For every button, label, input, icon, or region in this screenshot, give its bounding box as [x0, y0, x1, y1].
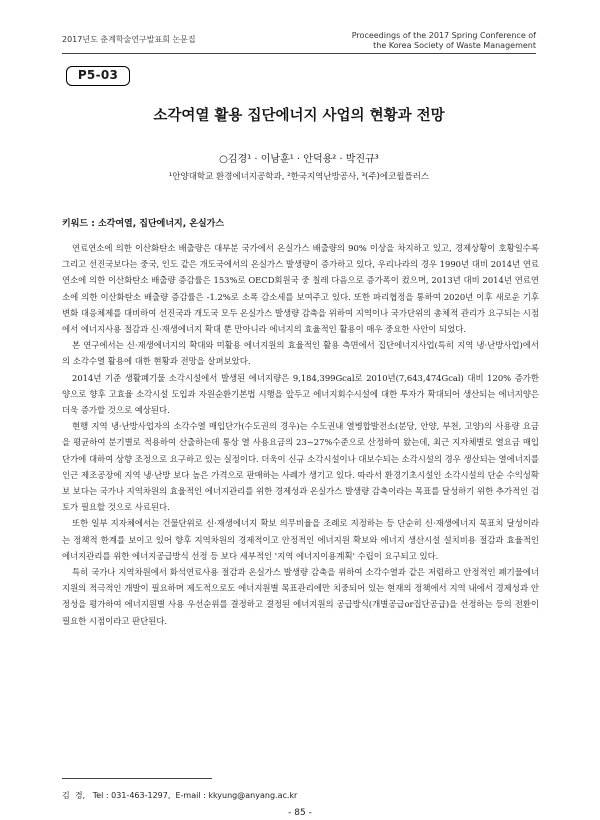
keywords: 키워드 : 소각여열, 집단에너지, 온실가스 [62, 219, 225, 229]
affiliations: ¹안양대학교 환경에너지공학과, ²한국지역난방공사, ³(주)에코윌플러스 [168, 172, 430, 182]
paragraph: 본 연구에서는 신·재생에너지의 확대와 미활용 에너지원의 효율적인 활용 측면에서 집단에너지사업(특히 지역 냉·난방사업)에서의 소각수열 활용에 대한 현황과 전망을 살펴보았다. [62, 340, 539, 367]
running-header-right-line1: Proceedings of the 2017 Spring Conference of [351, 31, 536, 40]
running-header-left: 2017년도 춘계학술연구발표회 논문집 [62, 35, 196, 44]
paragraph: 현행 지역 냉·난방사업자의 소각수열 매입단가(수도권의 경우)는 수도권내 열병합발전소(분당, 안양, 부천, 고양)의 사용량 요금을 평균하여 분기별로 적용하여 산출하는데 통상 열 사용요금의 23~27%수준으로 산정하여 왔는데, 최근 지자체별로 열요금 매입단가에 대하여 상향 조정으로 요구하고 있는 실정이다. 더욱이 신규 소각시설이나 대보수되는 소각시설의 경우 생산되는 열에너지를 인근 제조공장에 지역 냉·난방 보다 높은 가격으로 판매하는 사례가 생기고 있다. 따라서 환경기초시설인 소각시설의 단순 수익성확보 보다는 국가나 지역차원의 효율적인 에너지관리를 위한 경제성과 온실가스 발생량 감축이라는 목표를 달성하기 위한 추가적인 검토가 필요할 것으로 사료된다. [62, 421, 539, 513]
paragraph: 특히 국가나 지역차원에서 화석연료사용 절감과 온실가스 발생량 감축을 위하여 소각수열과 같은 저렴하고 안정적인 폐기물에너지원의 적극적인 개발이 필요하며 제도적으로도 에너지원별 목표관리에만 치중되어 있는 현재의 정책에서 지역 내에서 경제성과 안정성을 평가하여 에너지원별 사용 우선순위를 결정하고 결정된 에너지원의 공급방식(개별공급or집단공급)을 선정하는 등의 전환이 필요한 시점이라고 판단된다. [62, 567, 539, 626]
paper-code-badge: P5-03 [66, 66, 130, 86]
paragraph: 2014년 기준 생활폐기물 소각시설에서 발생된 에너지량은 9,184,399Gcal로 2010년(7,643,474Gcal) 대비 120% 증가한 양으로 향후 고효율 소각시설 도입과 자원순환기본법 시행을 앞두고 에너지회수시설에 대한 투자가 확대되어 생산되는 에너지양은 더욱 증가할 것으로 예상된다. [62, 372, 539, 416]
paper-title: 소각여열 활용 집단에너지 사업의 현황과 전망 [153, 108, 445, 124]
running-header-right [352, 31, 536, 51]
footnote-divider [62, 778, 212, 779]
author-list: ○김경¹ · 이남훈¹ · 안덕용² · 박진규³ [219, 154, 379, 165]
header-divider [62, 53, 536, 54]
running-header-right-line2: the Korea Society of Waste Management [373, 41, 536, 50]
abstract-body [62, 240, 539, 629]
paragraph: 연료연소에 의한 이산화탄소 배출량은 대부분 국가에서 온실가스 배출량의 90% 이상을 차지하고 있고, 경제상황이 호황일수록 그리고 선진국보다는 중국, 인도 같은 개도국에서의 온실가스 발생량이 증가하고 있다, 우리나라의 경우 1990년 대비 2014년 연료연소에 의한 이산화탄소 배출량 증감률은 153%로 OECD회원국 중 칠레 다음으로 증가폭이 컸으며, 2013년 대비 2014년 연료연소에 의한 이산화탄소 배출량 증감률은 -1.2%로 소폭 감소세를 보여주고 있다. 또한 파리협정을 통하여 2020년 이후 새로운 기후변화 대응체제를 대비하여 선진국과 개도국 모두 온실가스 발생량 감축을 위하여 지역이나 국가단위의 총체적 관리가 요구되는 시점에서 에너지사용 절감과 신·재생에너지 확대 뿐 만아니라 에너지의 효율적인 활용이 매우 중요한 사안이 되었다. [62, 243, 539, 335]
page-number: - 85 - [288, 808, 312, 818]
paragraph: 또한 일부 지자체에서는 건물단위로 신·재생에너지 확보 의무비율을 조례로 지정하는 등 단순히 신·재생에너지 목표치 달성이라는 정책적 한계를 보이고 있어 향후 지역차원의 경제적이고 안정적인 에너지원 확보와 에너지 생산시설 설치비용 절감과 효율적인 에너지관리를 위한 에너지공급방식 선정 등 보다 세부적인 '지역 에너지이용계획' 수립이 요구되고 있다. [62, 518, 539, 561]
corresponding-author-footnote: 김 경, Tel : 031-463-1297, E-mail : kkyung@anyang.ac.kr [62, 791, 298, 800]
